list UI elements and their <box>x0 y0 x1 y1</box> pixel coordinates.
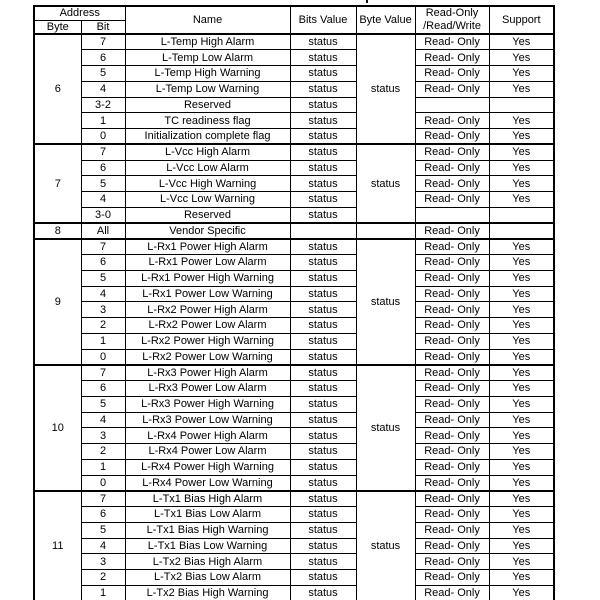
table-row <box>34 286 554 302</box>
name-cell: L-Temp High Alarm <box>125 34 290 50</box>
bits-value-cell: status <box>290 381 356 397</box>
byte-cell: 8 <box>34 223 81 239</box>
bit-cell: 1 <box>81 585 125 600</box>
table-row <box>34 349 554 365</box>
bit-cell: All <box>81 223 125 239</box>
read-only-read-write-cell: Read- Only <box>415 585 489 600</box>
table-row <box>34 239 554 255</box>
name-cell: L-Vcc High Alarm <box>125 144 290 160</box>
bits-value-cell: status <box>290 318 356 334</box>
read-only-read-write-cell: Read- Only <box>415 570 489 586</box>
table-row <box>34 522 554 538</box>
name-cell: L-Tx2 Bias High Alarm <box>125 554 290 570</box>
bits-value-cell: status <box>290 50 356 66</box>
bit-cell: 6 <box>81 160 125 176</box>
byte-cell: 9 <box>34 239 81 365</box>
name-cell: L-Vcc Low Warning <box>125 192 290 208</box>
name-cell: L-Tx1 Bias Low Alarm <box>125 507 290 523</box>
bits-value-cell: status <box>290 365 356 381</box>
read-only-read-write-cell: Read- Only <box>415 396 489 412</box>
bit-cell: 4 <box>81 192 125 208</box>
bit-cell: 2 <box>81 570 125 586</box>
support-cell: Yes <box>489 144 554 160</box>
support-cell: Yes <box>489 507 554 523</box>
read-only-read-write-cell: Read- Only <box>415 255 489 271</box>
byte-value-cell: status <box>356 491 415 600</box>
support-cell: Yes <box>489 554 554 570</box>
table-row <box>34 97 554 113</box>
support-cell: Yes <box>489 176 554 192</box>
bits-value-cell: status <box>290 349 356 365</box>
bit-cell: 1 <box>81 459 125 475</box>
read-only-read-write-cell: Read- Only <box>415 239 489 255</box>
bits-value-cell: status <box>290 459 356 475</box>
table-row <box>34 475 554 491</box>
bit-cell: 3 <box>81 554 125 570</box>
header-byte-value: Byte Value <box>356 6 415 34</box>
read-only-read-write-cell: Read- Only <box>415 34 489 50</box>
read-only-read-write-cell: Read- Only <box>415 538 489 554</box>
bit-cell: 7 <box>81 365 125 381</box>
name-cell: L-Rx2 Power High Warning <box>125 333 290 349</box>
bit-cell: 5 <box>81 396 125 412</box>
bit-cell: 4 <box>81 286 125 302</box>
support-cell: Yes <box>489 160 554 176</box>
byte-value-cell: status <box>356 34 415 144</box>
byte-value-cell: status <box>356 239 415 365</box>
table-row <box>34 302 554 318</box>
read-only-read-write-cell: Read- Only <box>415 333 489 349</box>
bit-cell: 4 <box>81 81 125 97</box>
bits-value-cell: status <box>290 522 356 538</box>
read-only-read-write-cell: Read- Only <box>415 223 489 239</box>
bits-value-cell <box>290 223 356 239</box>
name-cell: L-Vcc Low Alarm <box>125 160 290 176</box>
read-only-read-write-cell: Read- Only <box>415 381 489 397</box>
bits-value-cell: status <box>290 585 356 600</box>
support-cell: Yes <box>489 365 554 381</box>
table-row <box>34 66 554 82</box>
table-row <box>34 444 554 460</box>
read-only-read-write-cell: Read- Only <box>415 365 489 381</box>
support-cell: Yes <box>489 491 554 507</box>
name-cell: L-Rx3 Power High Warning <box>125 396 290 412</box>
support-cell: Yes <box>489 444 554 460</box>
support-cell: Yes <box>489 270 554 286</box>
read-only-read-write-cell: Read- Only <box>415 349 489 365</box>
header-read-only-read-write <box>415 6 489 34</box>
name-cell: L-Tx2 Bias High Warning <box>125 585 290 600</box>
bits-value-cell: status <box>290 176 356 192</box>
read-only-read-write-cell: Read- Only <box>415 491 489 507</box>
name-cell: L-Rx4 Power Low Alarm <box>125 444 290 460</box>
bit-cell: 1 <box>81 113 125 129</box>
bit-cell: 1 <box>81 333 125 349</box>
bit-cell: 7 <box>81 239 125 255</box>
read-only-read-write-cell: Read- Only <box>415 522 489 538</box>
bits-value-cell: status <box>290 113 356 129</box>
table-row <box>34 113 554 129</box>
name-cell: L-Tx2 Bias Low Alarm <box>125 570 290 586</box>
bits-value-cell: status <box>290 160 356 176</box>
header-bits-value: Bits Value <box>290 6 356 34</box>
bits-value-cell: status <box>290 412 356 428</box>
bits-value-cell: status <box>290 444 356 460</box>
bit-cell: 3 <box>81 428 125 444</box>
byte-cell: 6 <box>34 34 81 144</box>
bits-value-cell: status <box>290 475 356 491</box>
read-only-read-write-cell: Read- Only <box>415 286 489 302</box>
header-bit: Bit <box>81 20 125 34</box>
bits-value-cell: status <box>290 129 356 145</box>
read-only-read-write-cell: Read- Only <box>415 50 489 66</box>
read-only-read-write-cell: Read- Only <box>415 270 489 286</box>
bits-value-cell: status <box>290 538 356 554</box>
table-row <box>34 34 554 50</box>
bits-value-cell: status <box>290 333 356 349</box>
name-cell: L-Rx2 Power High Alarm <box>125 302 290 318</box>
name-cell: L-Rx3 Power Low Alarm <box>125 381 290 397</box>
bits-value-cell: status <box>290 255 356 271</box>
support-cell: Yes <box>489 81 554 97</box>
bit-cell: 6 <box>81 50 125 66</box>
name-cell: Initialization complete flag <box>125 129 290 145</box>
table-row <box>34 585 554 600</box>
bit-cell: 0 <box>81 349 125 365</box>
name-cell: L-Rx2 Power Low Warning <box>125 349 290 365</box>
table-row <box>34 144 554 160</box>
read-only-read-write-cell: Read- Only <box>415 113 489 129</box>
bit-cell: 5 <box>81 270 125 286</box>
table-row <box>34 365 554 381</box>
header-address: Address <box>34 6 125 20</box>
header-row-1 <box>34 6 554 20</box>
read-only-read-write-cell: Read- Only <box>415 81 489 97</box>
name-cell: Reserved <box>125 207 290 223</box>
bit-cell: 3-0 <box>81 207 125 223</box>
support-cell <box>489 97 554 113</box>
read-only-read-write-cell: Read- Only <box>415 66 489 82</box>
name-cell: L-Rx1 Power High Warning <box>125 270 290 286</box>
register-map-table <box>33 5 555 600</box>
byte-cell: 10 <box>34 365 81 491</box>
read-only-read-write-cell: Read- Only <box>415 144 489 160</box>
support-cell: Yes <box>489 113 554 129</box>
support-cell: Yes <box>489 475 554 491</box>
table-row <box>34 428 554 444</box>
bits-value-cell: status <box>290 491 356 507</box>
read-only-read-write-cell: Read- Only <box>415 160 489 176</box>
support-cell <box>489 223 554 239</box>
support-cell: Yes <box>489 570 554 586</box>
name-cell: L-Rx4 Power High Warning <box>125 459 290 475</box>
bits-value-cell: status <box>290 34 356 50</box>
table-row <box>34 570 554 586</box>
bit-cell: 5 <box>81 176 125 192</box>
read-only-read-write-cell: Read- Only <box>415 176 489 192</box>
name-cell: L-Tx1 Bias High Alarm <box>125 491 290 507</box>
table-row <box>34 396 554 412</box>
support-cell: Yes <box>489 585 554 600</box>
bit-cell: 7 <box>81 34 125 50</box>
bits-value-cell: status <box>290 97 356 113</box>
bit-cell: 7 <box>81 491 125 507</box>
bit-cell: 0 <box>81 129 125 145</box>
read-only-read-write-cell: Read- Only <box>415 507 489 523</box>
name-cell: L-Vcc High Warning <box>125 176 290 192</box>
byte-cell: 11 <box>34 491 81 600</box>
read-only-read-write-cell <box>415 207 489 223</box>
bit-cell: 3 <box>81 302 125 318</box>
byte-value-cell: status <box>356 144 415 223</box>
name-cell: L-Rx3 Power Low Warning <box>125 412 290 428</box>
bits-value-cell: status <box>290 66 356 82</box>
bit-cell: 0 <box>81 475 125 491</box>
table-row <box>34 381 554 397</box>
bit-cell: 6 <box>81 381 125 397</box>
support-cell: Yes <box>489 239 554 255</box>
bit-cell: 5 <box>81 522 125 538</box>
name-cell: L-Rx4 Power High Alarm <box>125 428 290 444</box>
table-row <box>34 81 554 97</box>
read-only-read-write-cell: Read- Only <box>415 475 489 491</box>
bits-value-cell: status <box>290 570 356 586</box>
bits-value-cell: status <box>290 396 356 412</box>
support-cell <box>489 207 554 223</box>
bit-cell: 6 <box>81 507 125 523</box>
read-only-read-write-cell: Read- Only <box>415 459 489 475</box>
bit-cell: 5 <box>81 66 125 82</box>
bit-cell: 2 <box>81 318 125 334</box>
table-row <box>34 270 554 286</box>
table-row <box>34 318 554 334</box>
read-only-read-write-cell: Read- Only <box>415 302 489 318</box>
table-row <box>34 507 554 523</box>
byte-value-cell: status <box>356 365 415 491</box>
table-row <box>34 459 554 475</box>
byte-cell: 7 <box>34 144 81 223</box>
support-cell: Yes <box>489 333 554 349</box>
table-row <box>34 412 554 428</box>
bits-value-cell: status <box>290 192 356 208</box>
name-cell: L-Rx2 Power Low Alarm <box>125 318 290 334</box>
bit-cell: 2 <box>81 444 125 460</box>
bits-value-cell: status <box>290 239 356 255</box>
read-only-read-write-cell: Read- Only <box>415 192 489 208</box>
support-cell: Yes <box>489 459 554 475</box>
support-cell: Yes <box>489 50 554 66</box>
table-row <box>34 192 554 208</box>
table-row <box>34 129 554 145</box>
bits-value-cell: status <box>290 428 356 444</box>
name-cell: Reserved <box>125 97 290 113</box>
name-cell: L-Rx1 Power High Alarm <box>125 239 290 255</box>
table-row <box>34 538 554 554</box>
table-body <box>34 34 554 600</box>
read-only-read-write-cell: Read- Only <box>415 129 489 145</box>
table-row <box>34 333 554 349</box>
read-only-read-write-cell: Read- Only <box>415 554 489 570</box>
name-cell: L-Tx1 Bias Low Warning <box>125 538 290 554</box>
header-byte: Byte <box>34 20 81 34</box>
read-only-read-write-cell <box>415 97 489 113</box>
bits-value-cell: status <box>290 554 356 570</box>
name-cell: L-Temp High Warning <box>125 66 290 82</box>
support-cell: Yes <box>489 192 554 208</box>
bit-cell: 7 <box>81 144 125 160</box>
support-cell: Yes <box>489 396 554 412</box>
read-only-read-write-cell: Read- Only <box>415 444 489 460</box>
table-row <box>34 176 554 192</box>
bit-cell: 6 <box>81 255 125 271</box>
support-cell: Yes <box>489 381 554 397</box>
byte-value-cell <box>356 223 415 239</box>
support-cell: Yes <box>489 522 554 538</box>
name-cell: L-Rx4 Power Low Warning <box>125 475 290 491</box>
name-cell: TC readiness flag <box>125 113 290 129</box>
table-row <box>34 554 554 570</box>
table-row <box>34 491 554 507</box>
bits-value-cell: status <box>290 144 356 160</box>
read-only-read-write-cell: Read- Only <box>415 318 489 334</box>
support-cell: Yes <box>489 318 554 334</box>
support-cell: Yes <box>489 255 554 271</box>
table-row <box>34 50 554 66</box>
bits-value-cell: status <box>290 270 356 286</box>
table-header <box>34 6 554 34</box>
support-cell: Yes <box>489 349 554 365</box>
bits-value-cell: status <box>290 302 356 318</box>
support-cell: Yes <box>489 286 554 302</box>
name-cell: L-Rx1 Power Low Warning <box>125 286 290 302</box>
name-cell: L-Rx3 Power High Alarm <box>125 365 290 381</box>
table-row <box>34 160 554 176</box>
name-cell: L-Tx1 Bias High Warning <box>125 522 290 538</box>
name-cell: L-Temp Low Warning <box>125 81 290 97</box>
read-only-read-write-cell: Read- Only <box>415 412 489 428</box>
support-cell: Yes <box>489 34 554 50</box>
bit-cell: 3-2 <box>81 97 125 113</box>
support-cell: Yes <box>489 302 554 318</box>
bits-value-cell: status <box>290 507 356 523</box>
bit-cell: 4 <box>81 412 125 428</box>
name-cell: L-Temp Low Alarm <box>125 50 290 66</box>
support-cell: Yes <box>489 538 554 554</box>
support-cell: Yes <box>489 412 554 428</box>
header-rw-line1: Read-Only <box>425 7 479 20</box>
name-cell: Vendor Specific <box>125 223 290 239</box>
support-cell: Yes <box>489 428 554 444</box>
bits-value-cell: status <box>290 286 356 302</box>
support-cell: Yes <box>489 66 554 82</box>
table-row <box>34 255 554 271</box>
header-rw-line2: /Read/Write <box>423 20 481 32</box>
read-only-read-write-cell: Read- Only <box>415 428 489 444</box>
name-cell: L-Rx1 Power Low Alarm <box>125 255 290 271</box>
header-support: Support <box>489 6 554 34</box>
header-name: Name <box>125 6 290 34</box>
support-cell: Yes <box>489 129 554 145</box>
bits-value-cell: status <box>290 207 356 223</box>
cropped-title-artifact <box>366 0 368 3</box>
table-row <box>34 207 554 223</box>
table-row <box>34 223 554 239</box>
bits-value-cell: status <box>290 81 356 97</box>
bit-cell: 4 <box>81 538 125 554</box>
